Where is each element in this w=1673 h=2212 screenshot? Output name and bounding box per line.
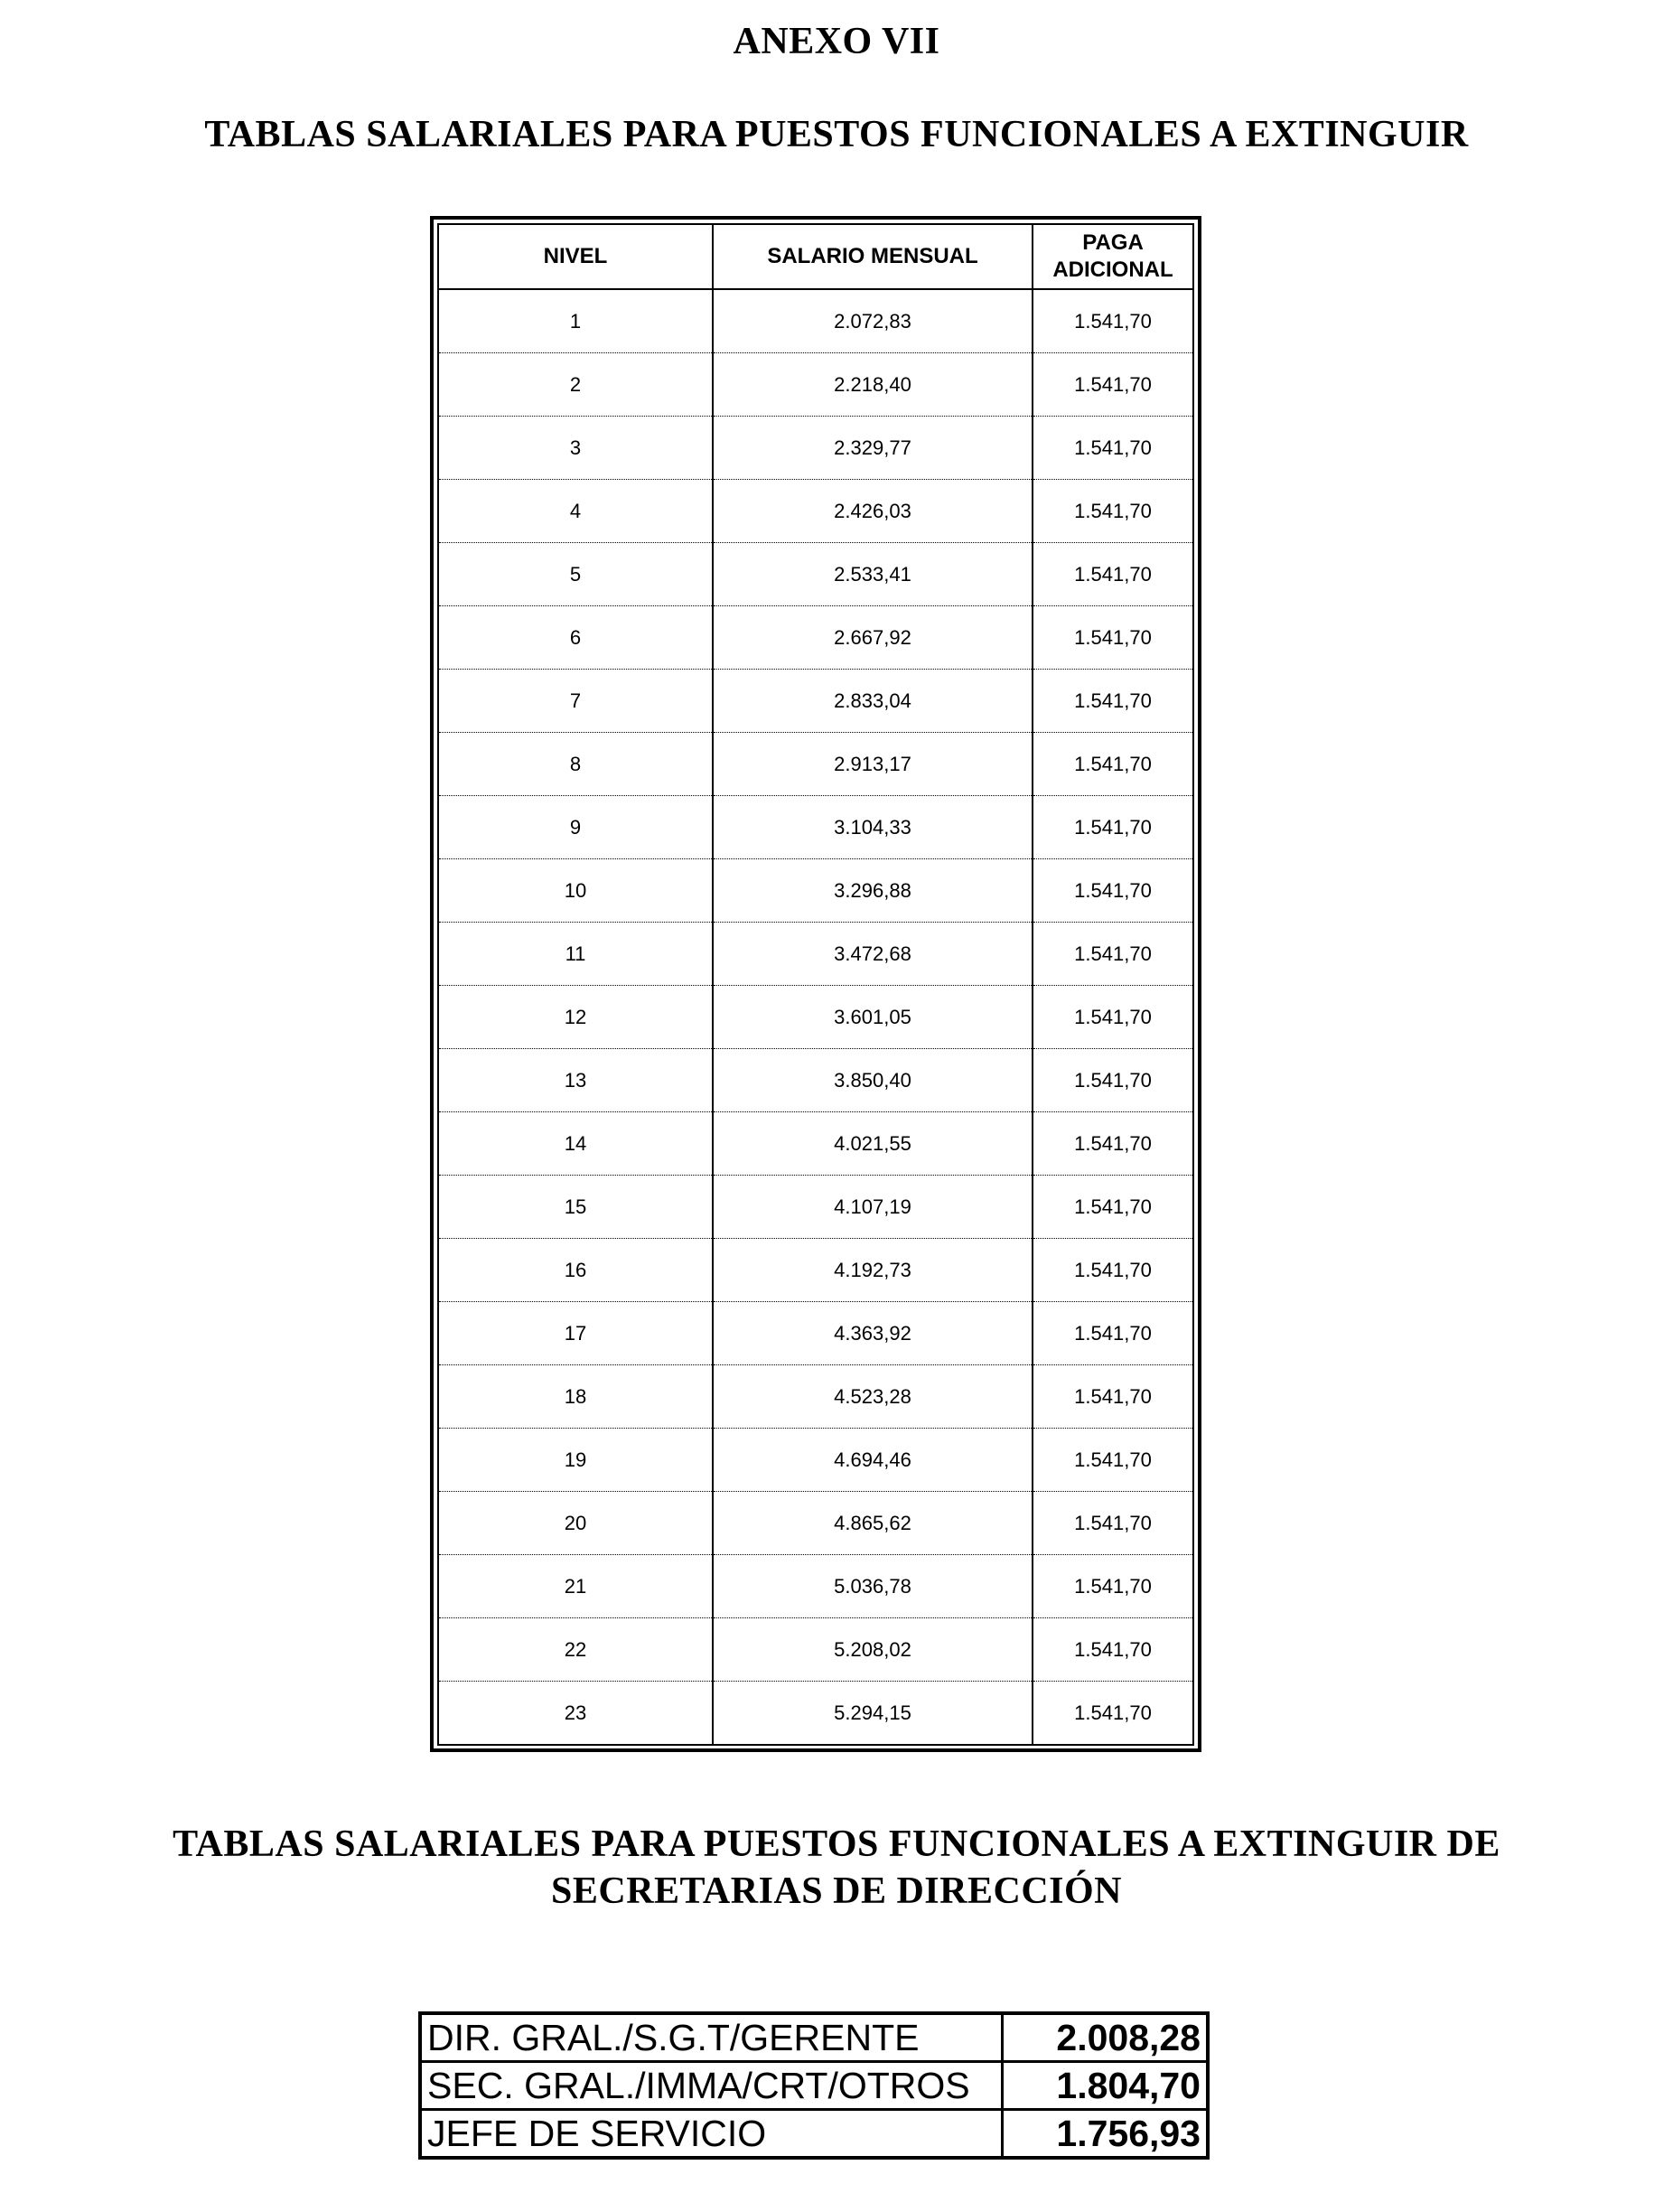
cell-salario-mensual: 3.296,88 (713, 859, 1033, 923)
cell-nivel: 4 (438, 480, 713, 543)
table-row (420, 2110, 1208, 2159)
cell-position: JEFE DE SERVICIO (420, 2110, 1002, 2159)
cell-salario-mensual: 3.850,40 (713, 1049, 1033, 1112)
cell-paga-adicional: 1.541,70 (1033, 1112, 1193, 1176)
cell-nivel: 8 (438, 733, 713, 796)
secretary-salary-table-body (420, 2013, 1208, 2158)
cell-nivel: 10 (438, 859, 713, 923)
col-header-nivel: NIVEL (438, 224, 713, 289)
cell-paga-adicional: 1.541,70 (1033, 1365, 1193, 1429)
cell-paga-adicional: 1.541,70 (1033, 1239, 1193, 1302)
table-row (438, 923, 1193, 986)
cell-paga-adicional: 1.541,70 (1033, 1049, 1193, 1112)
table-row (438, 353, 1193, 417)
salary-table-body (438, 289, 1193, 1745)
table-row (438, 670, 1193, 733)
cell-amount: 1.804,70 (1002, 2062, 1208, 2110)
cell-position: DIR. GRAL./S.G.T/GERENTE (420, 2013, 1002, 2062)
table-row (420, 2013, 1208, 2062)
cell-nivel: 1 (438, 289, 713, 353)
table-row (438, 543, 1193, 606)
cell-paga-adicional: 1.541,70 (1033, 417, 1193, 480)
cell-amount: 2.008,28 (1002, 2013, 1208, 2062)
cell-salario-mensual: 3.601,05 (713, 986, 1033, 1049)
cell-salario-mensual: 5.294,15 (713, 1682, 1033, 1746)
table-row (438, 859, 1193, 923)
annex-title: ANEXO VII (733, 21, 940, 62)
cell-paga-adicional: 1.541,70 (1033, 353, 1193, 417)
secretary-salary-table (418, 2011, 1210, 2160)
cell-paga-adicional: 1.541,70 (1033, 859, 1193, 923)
cell-paga-adicional: 1.541,70 (1033, 289, 1193, 353)
table2-title-line1: TABLAS SALARIALES PARA PUESTOS FUNCIONALES A EXTINGUIR DE (173, 1823, 1500, 1865)
table-row (438, 1682, 1193, 1746)
table-row (438, 480, 1193, 543)
cell-salario-mensual: 2.833,04 (713, 670, 1033, 733)
table-row (438, 289, 1193, 353)
cell-paga-adicional: 1.541,70 (1033, 670, 1193, 733)
table-row (438, 606, 1193, 670)
cell-paga-adicional: 1.541,70 (1033, 986, 1193, 1049)
cell-salario-mensual: 4.363,92 (713, 1302, 1033, 1365)
cell-salario-mensual: 2.218,40 (713, 353, 1033, 417)
cell-paga-adicional: 1.541,70 (1033, 1176, 1193, 1239)
table-row (438, 1176, 1193, 1239)
cell-salario-mensual: 4.865,62 (713, 1492, 1033, 1555)
table-row (438, 1555, 1193, 1618)
table-row (438, 733, 1193, 796)
cell-salario-mensual: 2.667,92 (713, 606, 1033, 670)
cell-nivel: 20 (438, 1492, 713, 1555)
col-header-salario-mensual: SALARIO MENSUAL (713, 224, 1033, 289)
table-row (438, 1365, 1193, 1429)
cell-salario-mensual: 4.694,46 (713, 1429, 1033, 1492)
cell-salario-mensual: 4.107,19 (713, 1176, 1033, 1239)
cell-nivel: 13 (438, 1049, 713, 1112)
cell-nivel: 11 (438, 923, 713, 986)
salary-table-frame (430, 216, 1201, 1752)
cell-paga-adicional: 1.541,70 (1033, 1555, 1193, 1618)
table-row (438, 1239, 1193, 1302)
cell-nivel: 17 (438, 1302, 713, 1365)
table-row (438, 986, 1193, 1049)
cell-paga-adicional: 1.541,70 (1033, 480, 1193, 543)
col-header-paga-adicional (1033, 224, 1193, 289)
cell-paga-adicional: 1.541,70 (1033, 1429, 1193, 1492)
cell-nivel: 12 (438, 986, 713, 1049)
cell-nivel: 9 (438, 796, 713, 859)
table-row (438, 1112, 1193, 1176)
cell-nivel: 5 (438, 543, 713, 606)
cell-nivel: 7 (438, 670, 713, 733)
cell-amount: 1.756,93 (1002, 2110, 1208, 2159)
cell-salario-mensual: 2.913,17 (713, 733, 1033, 796)
table-row (420, 2062, 1208, 2110)
cell-salario-mensual: 3.104,33 (713, 796, 1033, 859)
cell-paga-adicional: 1.541,70 (1033, 796, 1193, 859)
salary-table-header (438, 224, 1193, 289)
cell-salario-mensual: 2.072,83 (713, 289, 1033, 353)
cell-nivel: 2 (438, 353, 713, 417)
cell-nivel: 19 (438, 1429, 713, 1492)
cell-salario-mensual: 2.329,77 (713, 417, 1033, 480)
cell-paga-adicional: 1.541,70 (1033, 1492, 1193, 1555)
table-row (438, 1049, 1193, 1112)
table-row (438, 1429, 1193, 1492)
table2-title (0, 1821, 1673, 1915)
table1-title: TABLAS SALARIALES PARA PUESTOS FUNCIONALES A EXTINGUIR (204, 114, 1469, 155)
cell-nivel: 23 (438, 1682, 713, 1746)
table2-title-line2: SECRETARIAS DE DIRECCIÓN (550, 1870, 1122, 1912)
cell-salario-mensual: 4.192,73 (713, 1239, 1033, 1302)
cell-nivel: 6 (438, 606, 713, 670)
cell-nivel: 16 (438, 1239, 713, 1302)
table-row (438, 417, 1193, 480)
table-row (438, 1492, 1193, 1555)
cell-paga-adicional: 1.541,70 (1033, 1618, 1193, 1682)
salary-table (437, 223, 1194, 1746)
table-row (438, 1302, 1193, 1365)
cell-salario-mensual: 4.021,55 (713, 1112, 1033, 1176)
cell-paga-adicional: 1.541,70 (1033, 733, 1193, 796)
cell-paga-adicional: 1.541,70 (1033, 606, 1193, 670)
cell-salario-mensual: 2.533,41 (713, 543, 1033, 606)
cell-paga-adicional: 1.541,70 (1033, 923, 1193, 986)
cell-salario-mensual: 4.523,28 (713, 1365, 1033, 1429)
cell-salario-mensual: 5.208,02 (713, 1618, 1033, 1682)
table-row (438, 796, 1193, 859)
cell-salario-mensual: 2.426,03 (713, 480, 1033, 543)
cell-salario-mensual: 5.036,78 (713, 1555, 1033, 1618)
cell-nivel: 3 (438, 417, 713, 480)
cell-nivel: 14 (438, 1112, 713, 1176)
cell-nivel: 22 (438, 1618, 713, 1682)
cell-nivel: 15 (438, 1176, 713, 1239)
cell-salario-mensual: 3.472,68 (713, 923, 1033, 986)
cell-paga-adicional: 1.541,70 (1033, 1302, 1193, 1365)
cell-nivel: 18 (438, 1365, 713, 1429)
cell-position: SEC. GRAL./IMMA/CRT/OTROS (420, 2062, 1002, 2110)
col-header-adicional: ADICIONAL (1052, 258, 1173, 282)
col-header-paga: PAGA (1082, 230, 1144, 255)
table-row (438, 1618, 1193, 1682)
cell-nivel: 21 (438, 1555, 713, 1618)
cell-paga-adicional: 1.541,70 (1033, 543, 1193, 606)
cell-paga-adicional: 1.541,70 (1033, 1682, 1193, 1746)
